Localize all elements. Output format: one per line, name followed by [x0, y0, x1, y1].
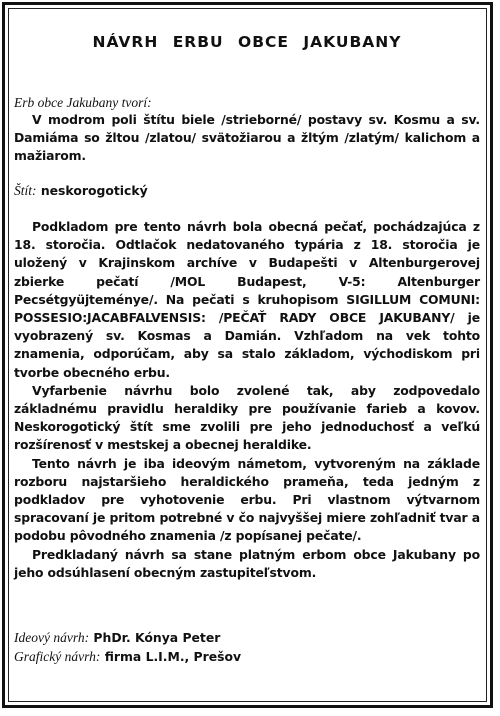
paragraph-seal: Podkladom pre tento návrh bola obecná pečať, pochádzajúca z 18. storočia. Odtlačok nedatovaného typária z 18. storočia je uložený v Krajinskom archíve v Budapešti v Altenburgerovej zbierke pečatí /MOL Budapest, V-5: Altenburger Pecsétgyüjteménye/. Na pečati s kruhopisom SIGILLUM COMUNI: POSSESIO:JACABFALVENSIS: /PEČAŤ RADY OBCE JAKUBANY/ je vyobrazený sv. Kosmas a Damián. Vzhľadom na vek tohto znamenia, odporúčam, aby sa stalo základom, východiskom pri tvorbe obecného erbu. — [14, 219, 480, 380]
paragraph-validity: Predkladaný návrh sa stane platným erbom obce Jakubany po jeho odsúhlasení obecným zastupiteľstvom. — [14, 546, 480, 580]
credit-idea — [14, 628, 480, 647]
credit-graphic — [14, 647, 480, 666]
credits-section — [14, 628, 480, 666]
credit-idea-label: Ideový návrh: — [14, 630, 90, 645]
composition-label: Erb obce Jakubany tvorí: — [14, 95, 152, 110]
shield-section — [14, 183, 480, 199]
body-paragraphs — [14, 218, 480, 582]
composition-text: V modrom poli štítu biele /strieborné/ postavy sv. Kosmu a sv. Damiáma so žltou /zlatou/ svätožiarou a žltým /zlatým/ kalichom a mažiarom. — [14, 112, 480, 164]
credit-idea-value: PhDr. Kónya Peter — [93, 630, 221, 645]
shield-label: Štít: — [14, 183, 37, 198]
shield-value: neskorogotický — [40, 183, 148, 198]
page-title: NÁVRH ERBU OBCE JAKUBANY — [92, 33, 402, 51]
paragraph-concept: Tento návrh je iba ideovým námetom, vytvoreným na základe rozboru najstaršieho heraldického prameňa, teda jedným z podkladov pre vyhotovenie erbu. Pri vlastnom výtvarnom spracovaní je pritom potrebné v čo najvyššej miere zohľadniť tvar a podobu pôvodného znamenia /z popísanej pečate/. — [14, 455, 480, 544]
paragraph-coloring: Vyfarbenie návrhu bolo zvolené tak, aby zodpovedalo základnému pravidlu heraldiky pre používanie farieb a kovov. Neskorogotický štít sme zvolili pre jeho jednoduchosť a veľkú rozšírenosť v mestskej a obecnej heraldike. — [14, 382, 480, 453]
composition-section — [14, 95, 480, 166]
credit-graphic-value: firma L.I.M., Prešov — [104, 649, 242, 664]
credit-graphic-label: Grafický návrh: — [14, 649, 101, 664]
document-content — [14, 18, 480, 698]
